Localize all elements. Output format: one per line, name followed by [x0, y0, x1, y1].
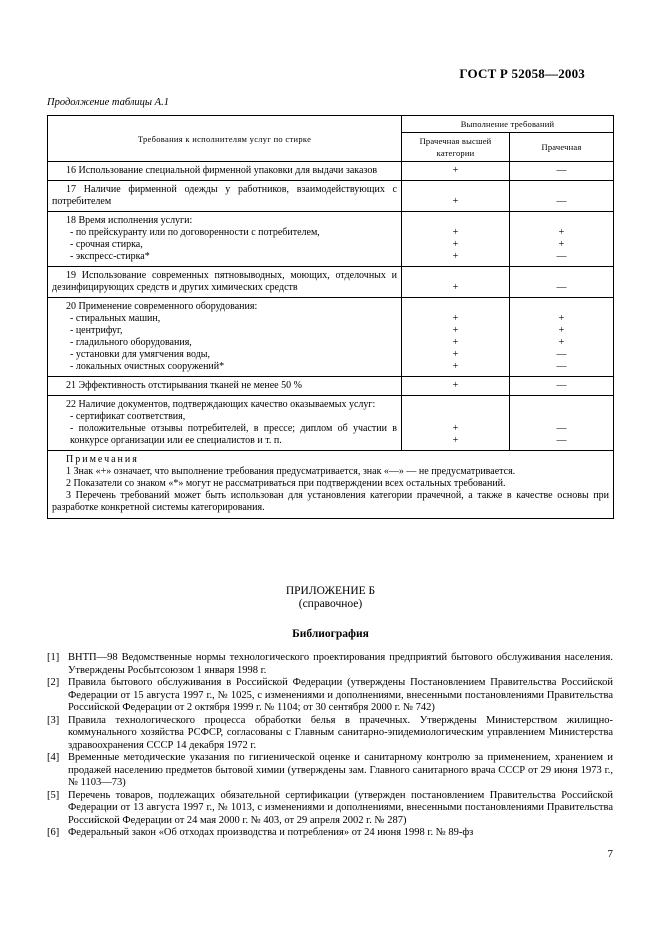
premium-mark-cell [402, 162, 510, 181]
requirement-item: - положительные отзывы потребителей, в прессе; диплом об участии в конкурсе организации или ее специалистов и т. п. [70, 423, 397, 446]
premium-mark: + [452, 423, 459, 434]
header-regular: Прачечная [510, 133, 614, 162]
regular-mark-cell [510, 162, 614, 181]
bibliography-text: Правила бытового обслуживания в Российской Федерации (утверждены Постановлением Правительства Российской Федерации от 15 августа 1997 г., № 1025, с изменениями и дополнениями, внесенными постановлениями Правительства Российской Федерации от 2 октября 1999 г. № 1104; от 30 сентября 2000 г. № 742) [68, 677, 613, 713]
premium-mark: + [452, 325, 459, 336]
bibliography-number: [5] [47, 789, 60, 801]
table-row [48, 298, 614, 377]
requirement-cell [48, 298, 402, 377]
requirement-title: 19 Использование современных пятновыводных, моющих, отделочных и дезинфицирующих средств и других химических средств [52, 270, 397, 293]
requirement-cell [48, 162, 402, 181]
requirement-title: 21 Эффективность отстирывания тканей не менее 50 % [66, 380, 302, 391]
requirement-title: 20 Применение современного оборудования: [66, 301, 258, 312]
regular-mark: — [556, 196, 567, 207]
bibliography-number: [1] [47, 652, 60, 663]
premium-mark: + [452, 313, 459, 324]
requirement-item: - экспресс-стирка* [70, 251, 150, 262]
requirement-item: - по прейскуранту или по договоренности с потребителем, [70, 227, 320, 238]
requirement-item: - срочная стирка, [70, 239, 143, 250]
premium-mark: + [452, 239, 459, 250]
table-continuation-label: Продолжение таблицы А.1 [47, 97, 169, 108]
requirement-item: - установки для умягчения воды, [70, 349, 210, 360]
regular-mark: — [556, 435, 567, 446]
bibliography-text: Перечень товаров, подлежащих обязательной сертификации (утвержден постановлением Правительства Российской Федерации от 13 августа 1997 г., № 1013, с изменениями и дополнениями, внесенными постановлениями Правительства Российской Федерации от 24 мая 2000 г. № 403, от 29 апреля 2002 г. № 287) [68, 789, 613, 826]
bibliography-item [47, 677, 613, 715]
regular-mark-cell [510, 267, 614, 298]
bibliography-number: [3] [47, 714, 60, 726]
regular-mark: — [556, 251, 567, 262]
appendix-title: ПРИЛОЖЕНИЕ Б [285, 585, 376, 597]
header-requirements: Требования к исполнителям услуг по стирке [48, 116, 402, 162]
bibliography-item [47, 652, 613, 677]
table-row [48, 162, 614, 181]
bibliography-item [47, 790, 613, 828]
requirement-item: - локальных очистных сооружений* [70, 361, 225, 372]
bibliography-item [47, 827, 613, 840]
header-fulfillment: Выполнение требований [402, 116, 614, 133]
regular-mark: + [558, 227, 565, 238]
page-number: 7 [607, 848, 613, 860]
bibliography-text: Правила технологического процесса обработки белья в прачечных. Утверждены Министерством жилищно-коммунального хозяйства РСФСР, согласованы с Главным санитарно-эпидемиологическим управлением Министерства здравоохранения СССР 14 декабря 1972 г. [68, 714, 613, 751]
requirement-title: 22 Наличие документов, подтверждающих качество оказываемых услуг: [66, 399, 376, 410]
premium-mark-cell [402, 396, 510, 451]
bibliography-item [47, 752, 613, 790]
note-2: 2 Показатели со знаком «*» могут не рассматриваться при подтверждении всех остальных требований. [66, 478, 506, 489]
bibliography-item [47, 715, 613, 753]
regular-mark-cell [510, 298, 614, 377]
premium-mark-cell [402, 267, 510, 298]
premium-mark: + [452, 435, 459, 446]
premium-mark: + [452, 380, 459, 391]
table-notes [48, 451, 614, 519]
requirement-cell [48, 377, 402, 396]
premium-mark: + [452, 196, 459, 207]
regular-mark: + [558, 325, 565, 336]
premium-mark: + [452, 361, 459, 372]
premium-mark-cell [402, 181, 510, 212]
premium-mark: + [452, 349, 459, 360]
requirement-cell [48, 181, 402, 212]
requirement-item: - гладильного оборудования, [70, 337, 192, 348]
table-row [48, 377, 614, 396]
premium-mark: + [452, 337, 459, 348]
table-row [48, 396, 614, 451]
bibliography-text: Федеральный закон «Об отходах производства и потребления» от 24 июня 1998 г. № 89-фз [68, 827, 474, 838]
regular-mark: + [558, 239, 565, 250]
premium-mark: + [452, 251, 459, 262]
requirement-item: - центрифуг, [70, 325, 123, 336]
requirement-item: - стиральных машин, [70, 313, 161, 324]
requirement-cell [48, 267, 402, 298]
bibliography-title: Библиография [292, 628, 369, 640]
regular-mark: — [556, 423, 567, 434]
requirement-item: - сертификат соответствия, [70, 411, 186, 422]
table-row [48, 181, 614, 212]
bibliography-text: ВНТП—98 Ведомственные нормы технологического проектирования предприятий бытового обслуживания населения. Утверждены Росбытсоюзом 1 января 1998 г. [68, 652, 613, 676]
regular-mark: — [556, 282, 567, 293]
regular-mark-cell [510, 212, 614, 267]
header-premium: Прачечная высшей категории [402, 133, 510, 162]
premium-mark-cell [402, 298, 510, 377]
regular-mark: — [556, 361, 567, 372]
requirement-title: 16 Использование специальной фирменной упаковки для выдачи заказов [66, 165, 378, 176]
premium-mark: + [452, 227, 459, 238]
regular-mark-cell [510, 396, 614, 451]
notes-heading: Примечания [66, 454, 139, 465]
requirement-cell [48, 212, 402, 267]
bibliography-text: Временные методические указания по гигиенической оценке и санитарному контролю за применением, хранением и продажей населению предметов бытовой химии (утверждены зам. Главного санитарного врача СССР от 29 июня 1973 г., № 1103—73) [68, 752, 613, 788]
requirement-title: 17 Наличие фирменной одежды у работников, взаимодействующих с потребителем [52, 184, 397, 207]
bibliography-number: [2] [47, 677, 60, 688]
note-3: 3 Перечень требований может быть использован для установления категории прачечной, а также в качестве основы при разработке конкретной системы категорирования. [52, 490, 609, 513]
appendix-subtitle: (справочное) [298, 598, 363, 610]
bibliography-list [47, 652, 613, 840]
appendix-heading [0, 585, 661, 611]
requirement-cell [48, 396, 402, 451]
note-1: 1 Знак «+» означает, что выполнение требования предусматривается, знак «—» — не предусматривается. [66, 466, 516, 477]
regular-mark: — [556, 165, 567, 176]
bibliography-number: [6] [47, 827, 60, 838]
premium-mark: + [452, 165, 459, 176]
regular-mark: — [556, 349, 567, 360]
regular-mark: — [556, 380, 567, 391]
premium-mark-cell [402, 212, 510, 267]
regular-mark: + [558, 313, 565, 324]
document-id: ГОСТ Р 52058—2003 [459, 66, 585, 81]
premium-mark: + [452, 282, 459, 293]
regular-mark: + [558, 337, 565, 348]
requirements-table [47, 115, 614, 519]
table-row [48, 212, 614, 267]
premium-mark-cell [402, 377, 510, 396]
table-row [48, 267, 614, 298]
regular-mark-cell [510, 377, 614, 396]
bibliography-number: [4] [47, 752, 60, 763]
requirement-title: 18 Время исполнения услуги: [66, 215, 193, 226]
regular-mark-cell [510, 181, 614, 212]
